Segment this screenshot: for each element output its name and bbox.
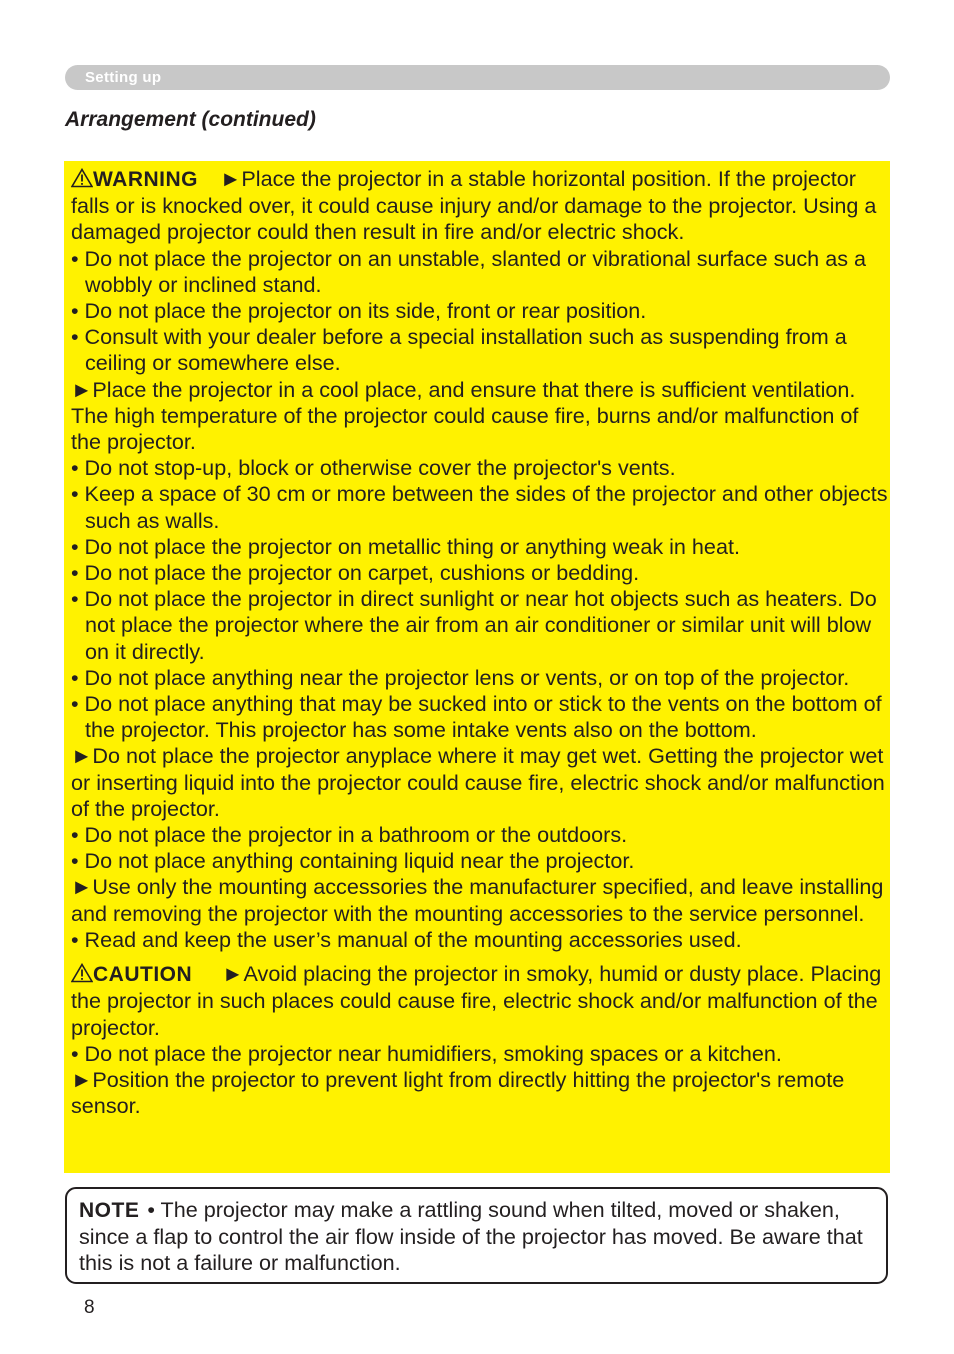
note-text: • The projector may make a rattling sound when tilted, moved or shaken, since a flap to control the air flow inside of the projector has moved. Be aware that this is not a failure or malfunction. [79, 1197, 863, 1275]
warning-content [71, 166, 889, 1119]
list-item: • Do not place the projector in direct sunlight or near hot objects such as heaters. Do not place the projector where the air from an air conditioner or similar unit will blow on it directly. [71, 586, 877, 664]
list-item: • Do not place anything containing liquid near the projector. [71, 848, 635, 874]
list-item: • Do not place the projector in a bathroom or the outdoors. [71, 822, 628, 848]
warning-paragraph: ►Do not place the projector anyplace where it may get wet. Getting the projector wet or inserting liquid into the projector could cause fire, electric shock and/or malfunction of the projector. [71, 743, 885, 821]
note-content [79, 1197, 879, 1276]
caution-intro [71, 961, 889, 1041]
note-box [65, 1187, 888, 1284]
warning-paragraph: ►Place the projector in a cool place, and ensure that there is sufficient ventilation. The high temperature of the projector could cause fire, burns and/or malfunction of the projector. [71, 376, 859, 455]
warning-triangle-icon [71, 168, 93, 188]
caution-paragraph: ►Position the projector to prevent light from directly hitting the projector's remote sensor. [71, 1066, 845, 1119]
caution-intro-text: ►Avoid placing the projector in smoky, humid or dusty place. Placing the projector in such places could cause fire, electric shock and/or malfunction of the projector. [71, 961, 882, 1040]
list-item: • Do not place the projector on carpet, cushions or bedding. [71, 560, 640, 586]
caution-triangle-icon [71, 963, 93, 983]
list-item: • Do not place the projector on an unstable, slanted or vibrational surface such as a wobbly or inclined stand. [71, 245, 867, 297]
warning-intro-text: ►Place the projector in a stable horizontal position. If the projector falls or is knocked over, it could cause injury and/or damage to the projector. Using a damaged projector could then result in fire and/or electric shock. [71, 166, 877, 245]
list-item: • Do not place anything that may be sucked into or stick to the vents on the bottom of the projector. This projector has some intake vents also on the bottom. [71, 691, 882, 743]
section-header-bar [65, 65, 890, 90]
note-label: NOTE [79, 1199, 140, 1222]
caution-label: CAUTION [93, 963, 193, 987]
list-item: • Do not place anything near the projector lens or vents, or on top of the projector. [71, 664, 850, 690]
list-item: • Consult with your dealer before a special installation such as suspending from a ceiling or somewhere else. [71, 324, 847, 376]
list-item: • Do not place the projector on metallic thing or anything weak in heat. [71, 533, 740, 559]
warning-paragraph: ►Use only the mounting accessories the manufacturer specified, and leave installing and removing the projector with the mounting accessories to the service personnel. [71, 874, 884, 926]
page-number: 8 [84, 1297, 95, 1318]
section-header-label: Setting up [85, 69, 162, 86]
list-item: • Do not place the projector near humidifiers, smoking spaces or a kitchen. [71, 1040, 782, 1066]
list-item: • Do not stop-up, block or otherwise cover the projector's vents. [71, 455, 676, 481]
list-item: • Keep a space of 30 cm or more between the sides of the projector and other objects such as walls. [71, 481, 888, 533]
warning-label: WARNING [93, 168, 198, 191]
list-item: • Read and keep the user’s manual of the mounting accessories used. [71, 926, 742, 952]
warning-intro [71, 166, 889, 246]
page-title: Arrangement (continued) [65, 108, 316, 131]
list-item: • Do not place the projector on its side, front or rear position. [71, 298, 647, 324]
